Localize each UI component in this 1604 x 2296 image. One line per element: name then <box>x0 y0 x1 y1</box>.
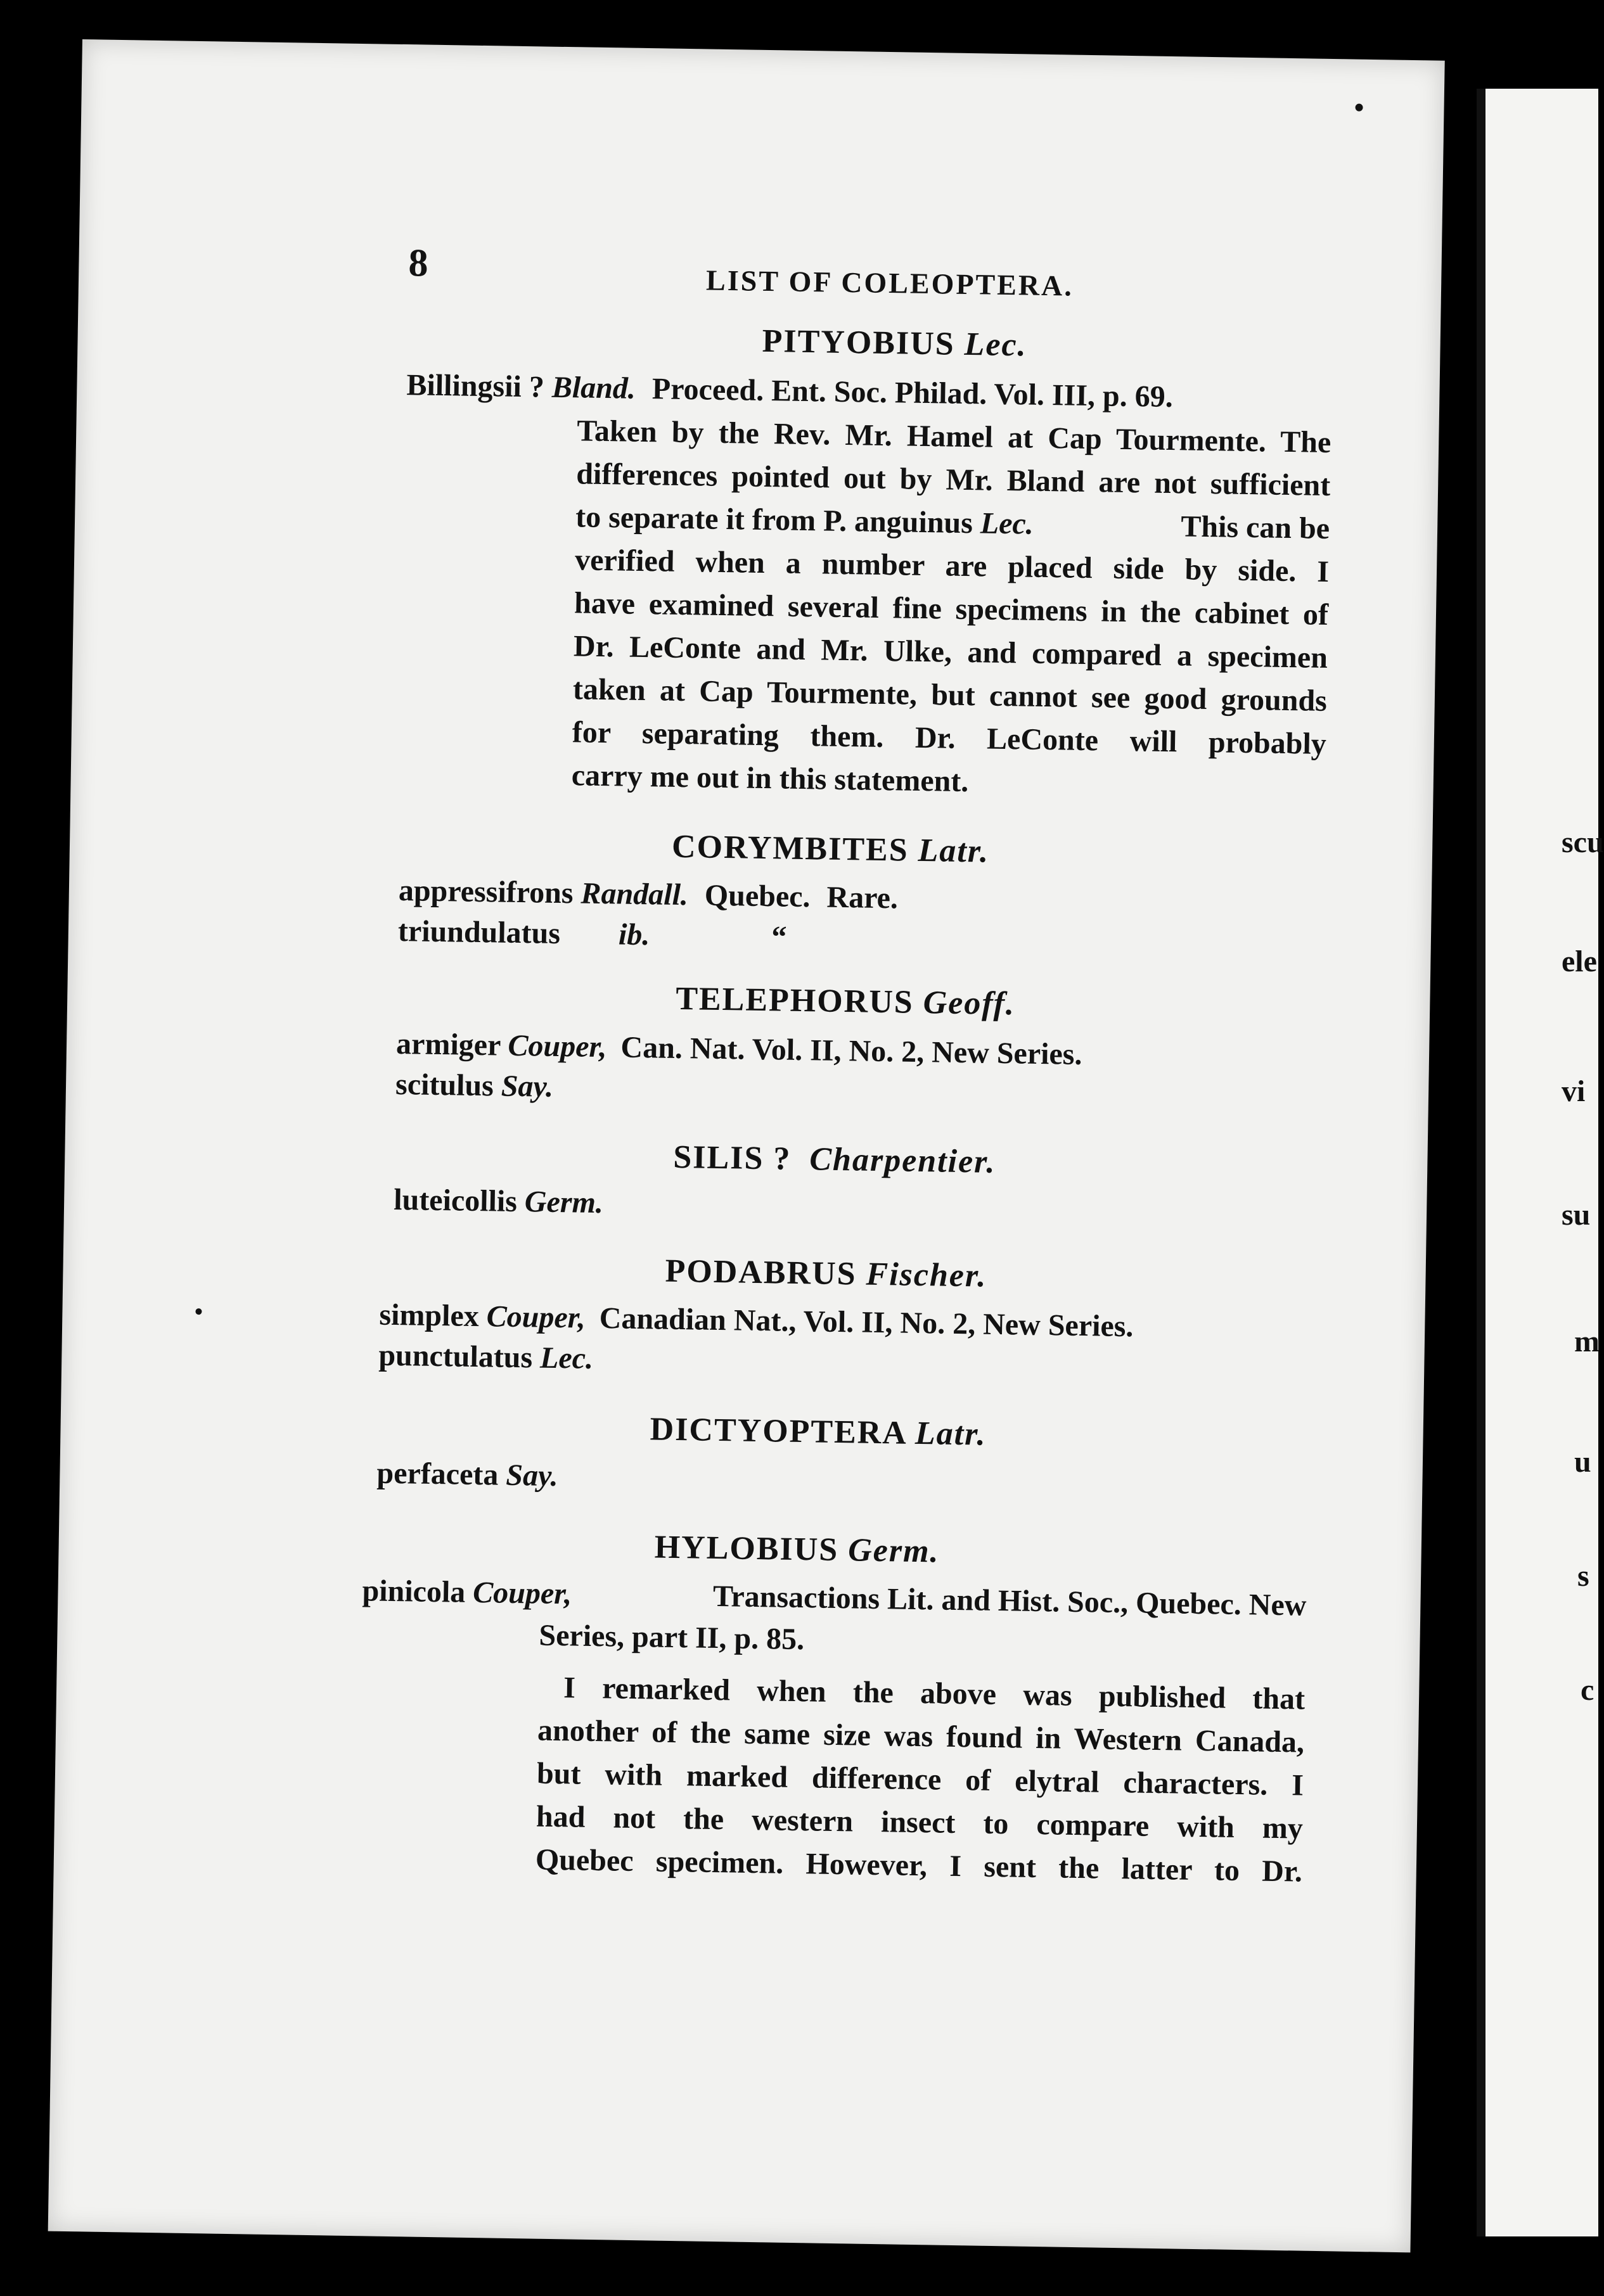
species-entry-armiger: armiger Couper, Can. Nat. Vol. II, No. 2, New Series. <box>395 1026 1082 1071</box>
note-line: to separate it from P. anguinus Lec. This can be <box>575 500 1330 546</box>
species-author: Bland. <box>551 370 636 405</box>
species-entry-punctulatus: punctulatus Lec. <box>378 1338 594 1375</box>
genus-heading-silis: SILIS ? Charpentier. <box>672 1138 996 1180</box>
facing-fragment: u <box>1574 1445 1591 1479</box>
paragraph-line: another of the same size was found in Western Canada, <box>537 1713 1305 1759</box>
genus-heading-pityobius: PITYOBIUS Lec. <box>762 322 1028 364</box>
genus-heading-telephorus: TELEPHORUS Geoff. <box>675 980 1016 1023</box>
paragraph-line: Quebec specimen. However, I sent the latter to Dr. <box>535 1842 1303 1889</box>
reference-continuation: Series, part II, p. 85. <box>539 1618 805 1657</box>
note-line: differences pointed out by Mr. Bland are not sufficient <box>575 457 1331 503</box>
genus-heading-podabrus: PODABRUS Fischer. <box>665 1253 987 1294</box>
page-number: 8 <box>407 241 429 285</box>
species-entry-triundulatus: triundulatus ib. “ <box>397 914 787 954</box>
paragraph-line: had not the western insect to compare with my <box>536 1799 1304 1846</box>
note-line: verified when a number are placed side by side. I <box>574 543 1330 589</box>
genus-heading-corymbites: CORYMBITES Latr. <box>671 828 990 870</box>
facing-page-edge <box>1477 89 1604 2236</box>
note-line: have examined several fine specimens in the cabinet of <box>574 586 1329 632</box>
paragraph-line: I remarked when the above was published that <box>563 1671 1306 1716</box>
ink-speck <box>1355 104 1363 112</box>
species-reference: Proceed. Ent. Soc. Philad. Vol. III, p. 69. <box>651 372 1174 414</box>
note-line: carry me out in this statement. <box>571 758 969 799</box>
facing-fragment: m <box>1574 1325 1600 1358</box>
note-line: taken at Cap Tourmente, but cannot see good grounds <box>572 672 1328 718</box>
note-line: Taken by the Rev. Mr. Hamel at Cap Tourmente. The <box>576 414 1331 460</box>
facing-fragment: vi <box>1562 1075 1586 1108</box>
facing-fragment: s <box>1577 1559 1589 1593</box>
note-line: Dr. LeConte and Mr. Ulke, and compared a specimen <box>573 629 1328 675</box>
species-entry-appressifrons: appressifrons Randall. Quebec. Rare. <box>398 874 899 915</box>
running-head: LIST OF COLEOPTERA. <box>705 264 1074 302</box>
ink-speck <box>195 1308 202 1315</box>
facing-fragment: ele <box>1562 945 1597 978</box>
paragraph-line: but with marked difference of elytral characters. I <box>536 1756 1304 1802</box>
species-entry-pinicola: pinicola Couper, Transactions Lit. and Hist. Soc., Quebec. New <box>362 1574 1307 1623</box>
genus-heading-dictyoptera: DICTYOPTERA Latr. <box>650 1411 987 1453</box>
facing-fragment: scu <box>1562 826 1604 859</box>
note-line: for separating them. Dr. LeConte will probably <box>572 715 1327 761</box>
species-entry-perfaceta: perfaceta Say. <box>376 1456 559 1493</box>
facing-fragment: su <box>1562 1198 1591 1232</box>
species-entry-billingsii <box>406 367 1173 414</box>
genus-heading-hylobius: HYLOBIUS Germ. <box>654 1529 940 1570</box>
species-name: Billingsii ? <box>406 368 545 404</box>
species-entry-scitulus: scitulus Say. <box>395 1067 554 1104</box>
book-page <box>48 39 1445 2252</box>
species-entry-luteicollis: luteicollis Germ. <box>393 1182 604 1220</box>
facing-fragment: c <box>1581 1673 1594 1707</box>
species-entry-simplex: simplex Couper, Canadian Nat., Vol. II, No. 2, New Series. <box>379 1298 1134 1344</box>
